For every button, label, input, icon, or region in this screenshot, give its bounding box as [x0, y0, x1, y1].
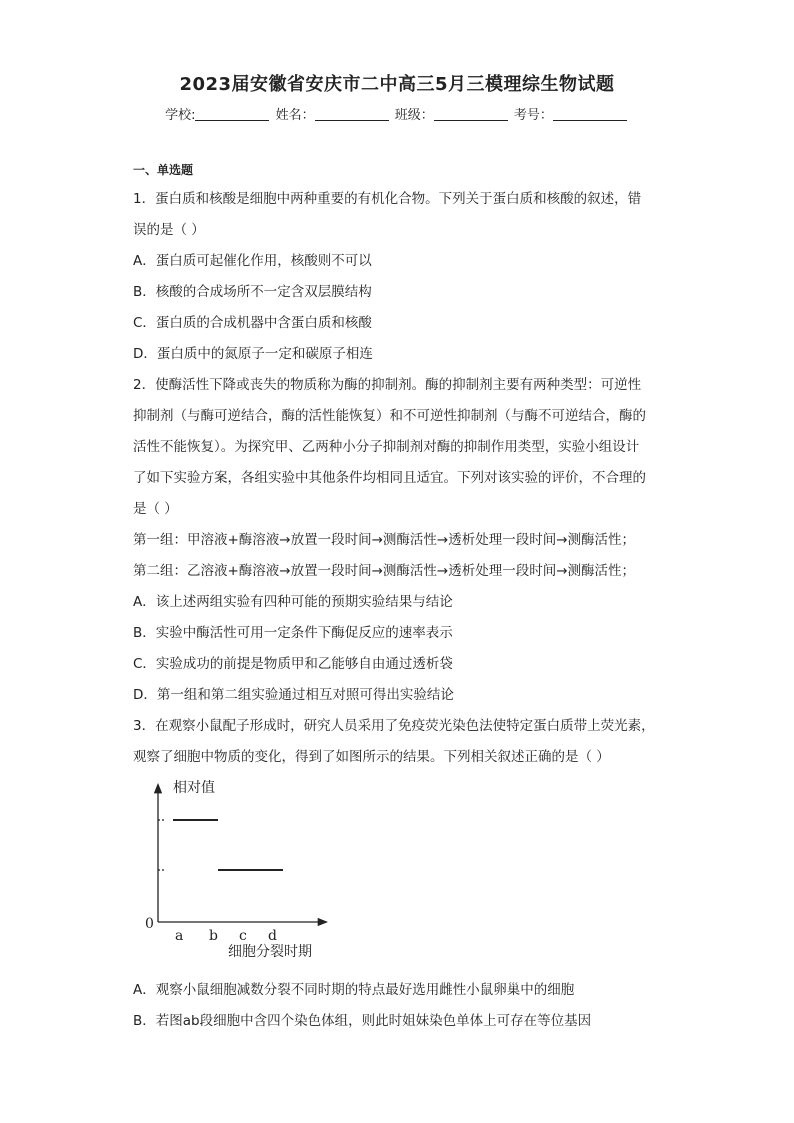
option-b: B．核酸的合成场所不一定含双层膜结构 [133, 284, 372, 300]
option-d: D．蛋白质中的氮原子一定和碳原子相连 [133, 346, 373, 362]
class-label: 班级： [394, 108, 434, 123]
option-b: B．实验中酶活性可用一定条件下酶促反应的速率表示 [133, 625, 453, 641]
question-stem-line: 误的是（ ） [133, 222, 205, 238]
student-info-row [0, 104, 794, 123]
option-a: A．蛋白质可起催化作用，核酸则不可以 [133, 253, 372, 269]
question-stem-line: 活性不能恢复）。为探究甲、乙两种小分子抑制剂对酶的抑制作用类型，实验小组设计 [133, 439, 640, 455]
x-tick-label-d: d [268, 928, 277, 944]
exam-number-label: 考号： [513, 108, 553, 123]
option-c: C．蛋白质的合成机器中含蛋白质和核酸 [133, 315, 372, 331]
name-label: 姓名： [275, 108, 315, 123]
question-stem-line: 3．在观察小鼠配子形成时，研究人员采用了免疫荧光染色法使特定蛋白质带上荧光素， [133, 718, 655, 734]
y-axis-label: 相对值 [173, 780, 215, 796]
origin-label: 0 [145, 916, 154, 932]
chart-svg [133, 777, 665, 967]
name-blank [315, 108, 389, 121]
school-label: 学校: [165, 108, 196, 123]
question-body [133, 160, 665, 1037]
question-stem-line: 是（ ） [133, 501, 178, 517]
question-3 [133, 711, 665, 1037]
question-stem-line: 2．使酶活性下降或丧失的物质称为酶的抑制剂。酶的抑制剂主要有两种类型：可逆性 [133, 377, 642, 393]
x-tick-label-b: b [209, 928, 218, 944]
question-stem-line: 1．蛋白质和核酸是细胞中两种重要的有机化合物。下列关于蛋白质和核酸的叙述，错 [133, 191, 642, 207]
x-tick-label-c: c [239, 928, 247, 944]
question-1 [133, 184, 665, 370]
exam-number-blank [553, 108, 627, 121]
section-heading: 一、单选题 [133, 163, 194, 177]
page-title: 2023届安徽省安庆市二中高三5月三模理综生物试题 [179, 74, 615, 95]
option-d: D．第一组和第二组实验通过相互对照可得出实验结论 [133, 687, 454, 703]
question-stem-line: 观察了细胞中物质的变化，得到了如图所示的结果。下列相关叙述正确的是（ ） [133, 749, 610, 765]
option-a: A．该上述两组实验有四种可能的预期实验结果与结论 [133, 594, 453, 610]
question-stem-line: 了如下实验方案，各组实验中其他条件均相同且适宜。下列对该实验的评价，不合理的 [133, 470, 646, 486]
option-b: B．若图ab段细胞中含四个染色体组，则此时姐妹染色单体上可存在等位基因 [133, 1013, 592, 1029]
option-a: A．观察小鼠细胞减数分裂不同时期的特点最好选用雌性小鼠卵巢中的细胞 [133, 982, 575, 998]
school-blank [195, 108, 269, 121]
class-blank [434, 108, 508, 121]
x-tick-label-a: a [175, 928, 184, 944]
experiment-group-2: 第二组：乙溶液+酶溶液→放置一段时间→测酶活性→透析处理一段时间→测酶活性； [133, 563, 636, 579]
relative-value-chart [133, 777, 665, 967]
option-c: C．实验成功的前提是物质甲和乙能够自由通过透析袋 [133, 656, 453, 672]
x-axis-label: 细胞分裂时期 [228, 944, 312, 960]
question-stem-line: 抑制剂（与酶可逆结合，酶的活性能恢复）和不可逆性抑制剂（与酶不可逆结合，酶的 [133, 408, 646, 424]
question-2 [133, 370, 665, 711]
experiment-group-1: 第一组：甲溶液+酶溶液→放置一段时间→测酶活性→透析处理一段时间→测酶活性； [133, 532, 636, 548]
